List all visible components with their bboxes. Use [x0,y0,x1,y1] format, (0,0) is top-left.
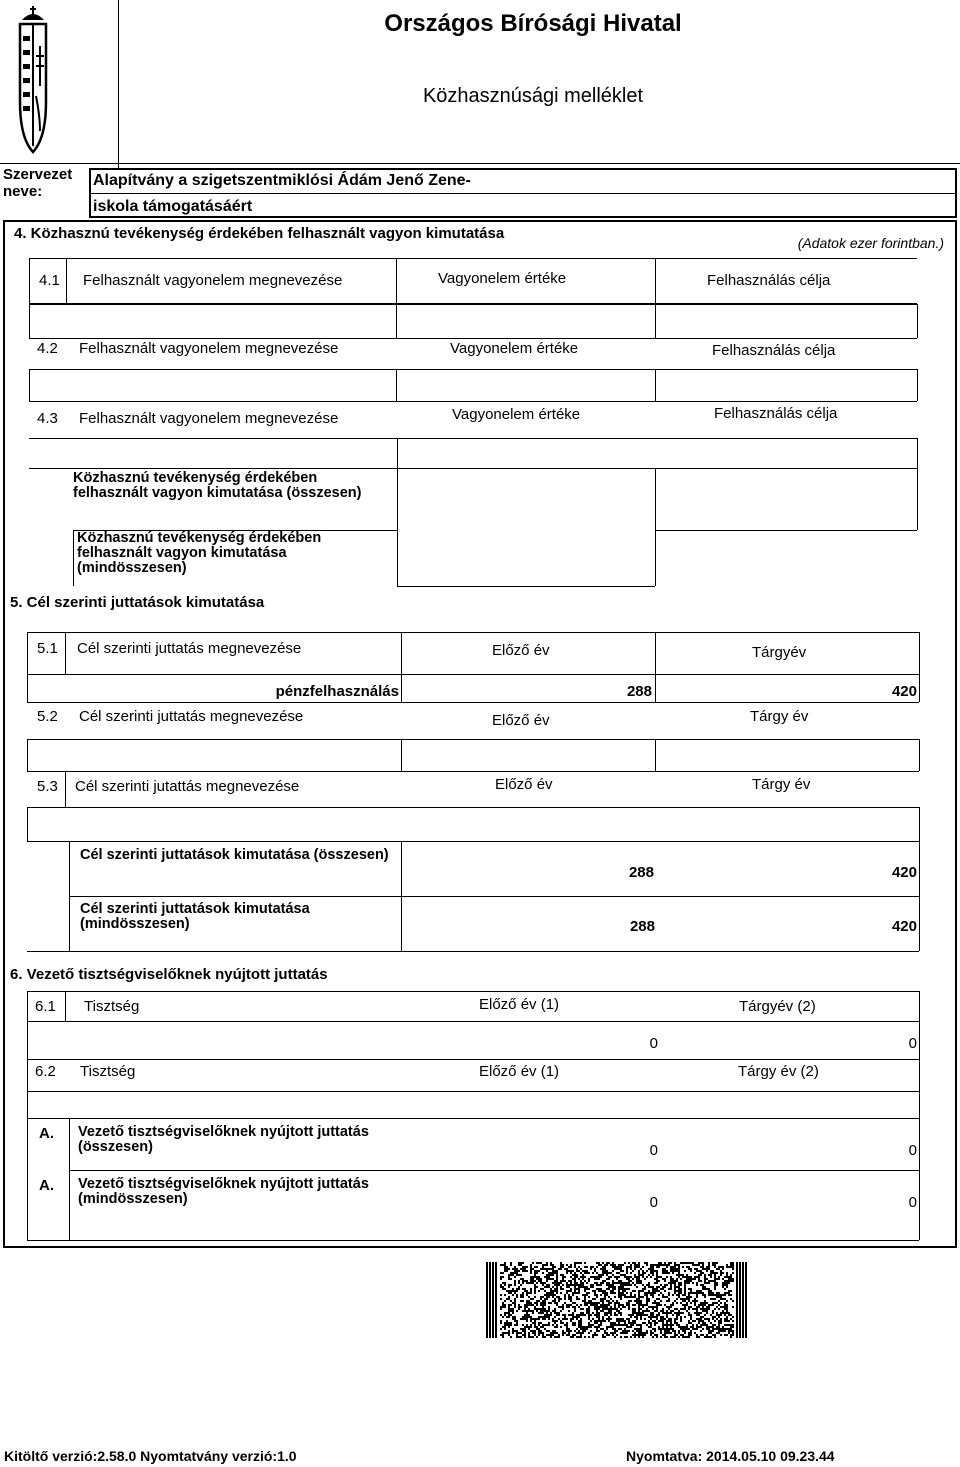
row-5-2-curr-label: Tárgy év [750,708,809,725]
section5-title: 5. Cél szerinti juttatások kimutatása [10,594,265,611]
row-6-1-prev-value[interactable]: 0 [649,1035,658,1052]
row-5-1-number: 5.1 [37,640,58,657]
section6-total-number: A. [39,1125,54,1142]
row-4-2-purpose-label: Felhasználás célja [712,342,836,359]
section5-total-prev[interactable]: 288 [628,864,654,881]
section4-total-value[interactable] [398,470,654,528]
organization-label: Szervezet neve: [3,166,73,200]
row-4-2-entry[interactable] [30,370,916,400]
section6-total-label: Vezető tisztségviselőknek nyújtott juttatás (összesen) [78,1124,369,1155]
row-6-1-prev-label: Előző év (1) [479,996,560,1013]
section6-grand-total-number: A. [39,1177,54,1194]
row-5-1-prev-value[interactable]: 288 [626,683,652,700]
units-note: (Adatok ezer forintban.) [797,235,944,251]
section5-grand-total-label: Cél szerinti juttatások kimutatása (mindösszesen) [80,901,310,932]
section5-grand-total-prev[interactable]: 288 [629,918,655,935]
page-subtitle: Közhasznúsági melléklet [422,85,644,107]
section6-total-curr[interactable]: 0 [908,1142,917,1159]
section6-total-prev[interactable]: 0 [649,1142,658,1159]
row-4-3-number: 4.3 [37,410,58,427]
row-5-2-name-label: Cél szerinti juttatás megnevezése [79,708,304,725]
section4-total-label: Közhasznú tevékenység érdekében felhasznált vagyon kimutatása (összesen) [73,470,362,501]
filler-version: Kitöltő verzió:2.58.0 Nyomtatvány verzió:1.0 [4,1448,297,1464]
section6-title: 6. Vezető tisztségviselőknek nyújtott juttatás [10,966,328,983]
row-5-1-item-name[interactable]: pénzfelhasználás [275,683,399,700]
row-6-1-curr-label: Tárgyév (2) [739,998,816,1015]
section5-total-label: Cél szerinti juttatások kimutatása (összesen) [80,847,389,863]
section5-total-curr[interactable]: 420 [891,864,917,881]
row-5-3-curr-label: Tárgy év [752,776,811,793]
row-6-2-number: 6.2 [35,1063,56,1080]
row-5-3-name-label: Cél szerinti jutattás megnevezése [75,778,300,795]
row-4-2-number: 4.2 [37,340,58,357]
row-4-2-name-label: Felhasznált vagyonelem megnevezése [79,340,339,357]
row-5-2-prev-label: Előző év [492,712,550,729]
row-5-1-curr-value[interactable]: 420 [891,683,917,700]
row-5-1-curr-label: Tárgyév [752,644,807,661]
row-4-3-purpose-label: Felhasználás célja [714,405,838,422]
row-4-1-purpose-label: Felhasználás célja [707,272,831,289]
barcode-icon [486,1262,748,1338]
row-4-2-value-label: Vagyonelem értéke [450,340,579,357]
row-6-2-prev-label: Előző év (1) [479,1063,560,1080]
section4-title: 4. Közhasznú tevékenység érdekében felhasznált vagyon kimutatása [14,225,505,242]
section4-grand-total-label: Közhasznú tevékenység érdekében felhasznált vagyon kimutatása (mindösszesen) [77,530,322,576]
row-6-1-number: 6.1 [35,998,56,1015]
row-4-3-value-label: Vagyonelem értéke [452,406,581,423]
row-5-3-number: 5.3 [37,778,58,795]
coat-of-arms-icon [14,6,52,154]
section4-grand-total-value[interactable] [398,532,654,584]
row-4-1-number: 4.1 [39,272,60,289]
row-6-1-curr-value[interactable]: 0 [908,1035,917,1052]
row-5-3-entry[interactable] [28,808,918,840]
org-title: Országos Bírósági Hivatal [384,10,682,37]
row-4-1-value-label: Vagyonelem értéke [438,270,567,287]
section6-grand-total-label: Vezető tisztségviselőknek nyújtott juttatás (mindösszesen) [78,1176,369,1207]
print-timestamp: Nyomtatva: 2014.05.10 09.23.44 [626,1448,835,1464]
row-6-1-name-label: Tisztség [84,998,140,1015]
row-5-2-entry[interactable] [28,740,918,770]
organization-name-line1: Alapítvány a szigetszentmiklósi Ádám Jenő Zene- [93,172,471,189]
row-6-2-curr-label: Tárgy év (2) [738,1063,819,1080]
section6-grand-total-prev[interactable]: 0 [649,1194,658,1211]
row-6-2-entry[interactable] [28,1092,918,1118]
organization-name-line2: iskola támogatásáért [93,198,253,215]
row-4-3-name-label: Felhasznált vagyonelem megnevezése [79,410,339,427]
row-5-2-number: 5.2 [37,708,58,725]
row-6-2-name-label: Tisztség [80,1063,136,1080]
row-4-1-name-label: Felhasznált vagyonelem megnevezése [83,272,343,289]
section5-grand-total-curr[interactable]: 420 [891,918,917,935]
row-4-1-entry[interactable] [30,305,916,337]
section6-grand-total-curr[interactable]: 0 [908,1194,917,1211]
row-5-1-name-label: Cél szerinti juttatás megnevezése [77,640,302,657]
row-5-3-prev-label: Előző év [495,776,553,793]
row-5-1-prev-label: Előző év [492,642,550,659]
